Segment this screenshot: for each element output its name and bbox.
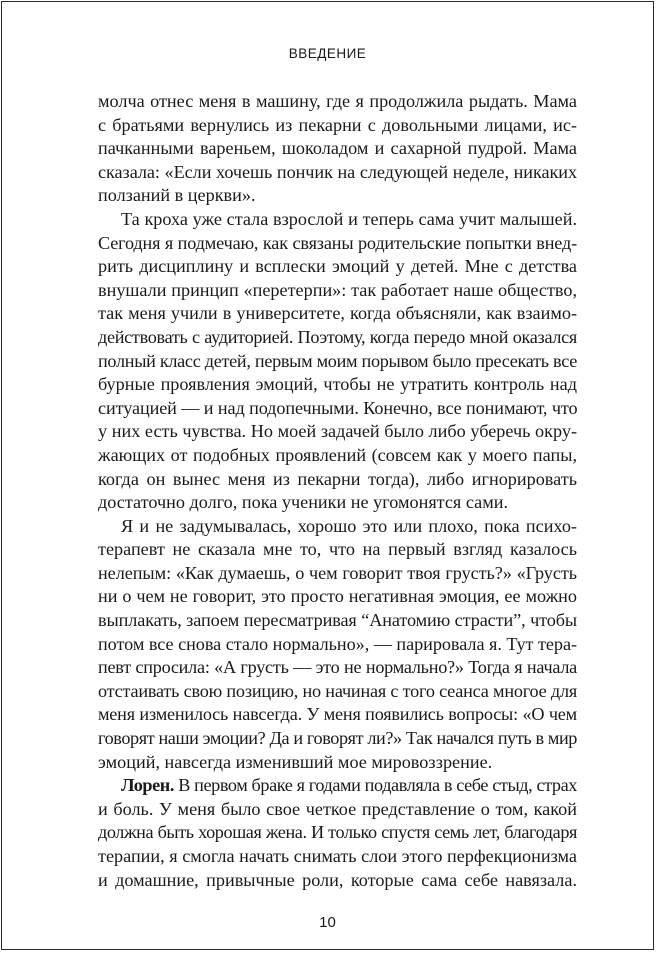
- text-line: когда он вынес меня из пекарни тогда), либо игнорировать: [98, 468, 577, 489]
- paragraph: [98, 515, 577, 775]
- paragraph: [98, 774, 577, 892]
- page-number: 10: [319, 914, 336, 931]
- text-line: выплакать, запоем пересматривая “Анатомию страсти”, чтобы: [98, 610, 577, 631]
- text-line: Я и не задумывалась, хорошо это или плохо, пока психо-: [121, 515, 577, 536]
- text-line: пачканными вареньем, шоколадом и сахарной пудрой. Мама: [98, 138, 577, 159]
- text-line: терапевт не сказала мне то, что на первый взгляд казалось: [98, 539, 577, 560]
- body-text: [98, 90, 577, 892]
- running-head: ВВЕДЕНИЕ: [288, 46, 367, 61]
- text-line: нелепым: «Как думаешь, о чем говорит твоя грусть?» «Грусть: [98, 562, 577, 583]
- text-line: достаточно долго, пока ученики не угомонятся сами.: [98, 492, 508, 513]
- text-line: ситуацией — и над подопечными. Конечно, все понимают, что: [98, 397, 578, 418]
- text-line: ни о чем не говорит, это просто негативная эмоция, ее можно: [98, 586, 577, 607]
- text-line: говорят наши эмоции? Да и говорят ли?» Так начался путь в мир: [98, 728, 577, 749]
- text-line: у них есть чувства. Но моей задачей было либо уберечь окру-: [98, 421, 577, 442]
- text-line: внушали принцип «перетерпи»: так работает наше общество,: [98, 279, 577, 300]
- text-line: ползаний в церкви».: [98, 185, 256, 206]
- paragraph: [98, 208, 577, 515]
- text-line: полный класс детей, первым моим порывом было пресекать все: [98, 350, 577, 371]
- book-page: [1, 1, 654, 950]
- text-line: Та кроха уже стала взрослой и теперь сама учит малышей.: [121, 208, 577, 229]
- text-line: певт спросила: «А грусть — это не нормально?» Тогда я начала: [98, 657, 577, 678]
- text-line: так меня учили в университете, когда объясняли, как взаимо-: [98, 303, 577, 324]
- text-line: бурные проявления эмоций, чтобы не утратить контроль над: [98, 374, 577, 395]
- text-line: терапии, я смогла начать снимать слои этого перфекционизма: [98, 846, 577, 866]
- text-line: и домашние, привычные роли, которые сама себе навязала.: [98, 869, 577, 890]
- text-line: потом все снова стало нормально», — парировала я. Тут тера-: [98, 633, 577, 654]
- text-line: с братьями вернулись из пекарни с довольными лицами, ис-: [98, 114, 577, 135]
- text-line-rest: В первом браке я годами подавляла в себе стыд, страх: [174, 775, 577, 796]
- text-line: жающих от подобных проявлений (совсем как у моего папы,: [98, 444, 577, 465]
- text-line: меня изменилось навсегда. У меня появились вопросы: «О чем: [98, 704, 577, 725]
- text-line: эмоций, навсегда изменивший мое мировоззрение.: [98, 751, 493, 772]
- text-line: [98, 774, 577, 798]
- speaker-name: Лорен.: [121, 775, 175, 796]
- paragraph: [98, 90, 577, 208]
- text-line: молча отнес меня в машину, где я продолжила рыдать. Мама: [98, 91, 577, 111]
- text-line: действовать с аудиторией. Поэтому, когда передо мной оказался: [98, 326, 577, 347]
- text-line: рить дисциплину и всплески эмоций у детей. Мне с детства: [98, 256, 577, 277]
- text-line: должна быть хорошая жена. И только спустя семь лет, благодаря: [98, 822, 577, 843]
- text-line: сказала: «Если хочешь пончик на следующей неделе, никаких: [98, 161, 577, 182]
- text-line: и боль. У меня было свое четкое представление о том, какой: [98, 798, 577, 819]
- text-line: отстаивать свою позицию, но начиная с того сеанса многое для: [98, 680, 577, 701]
- text-line: Сегодня я подмечаю, как связаны родительские попытки внед-: [98, 232, 577, 253]
